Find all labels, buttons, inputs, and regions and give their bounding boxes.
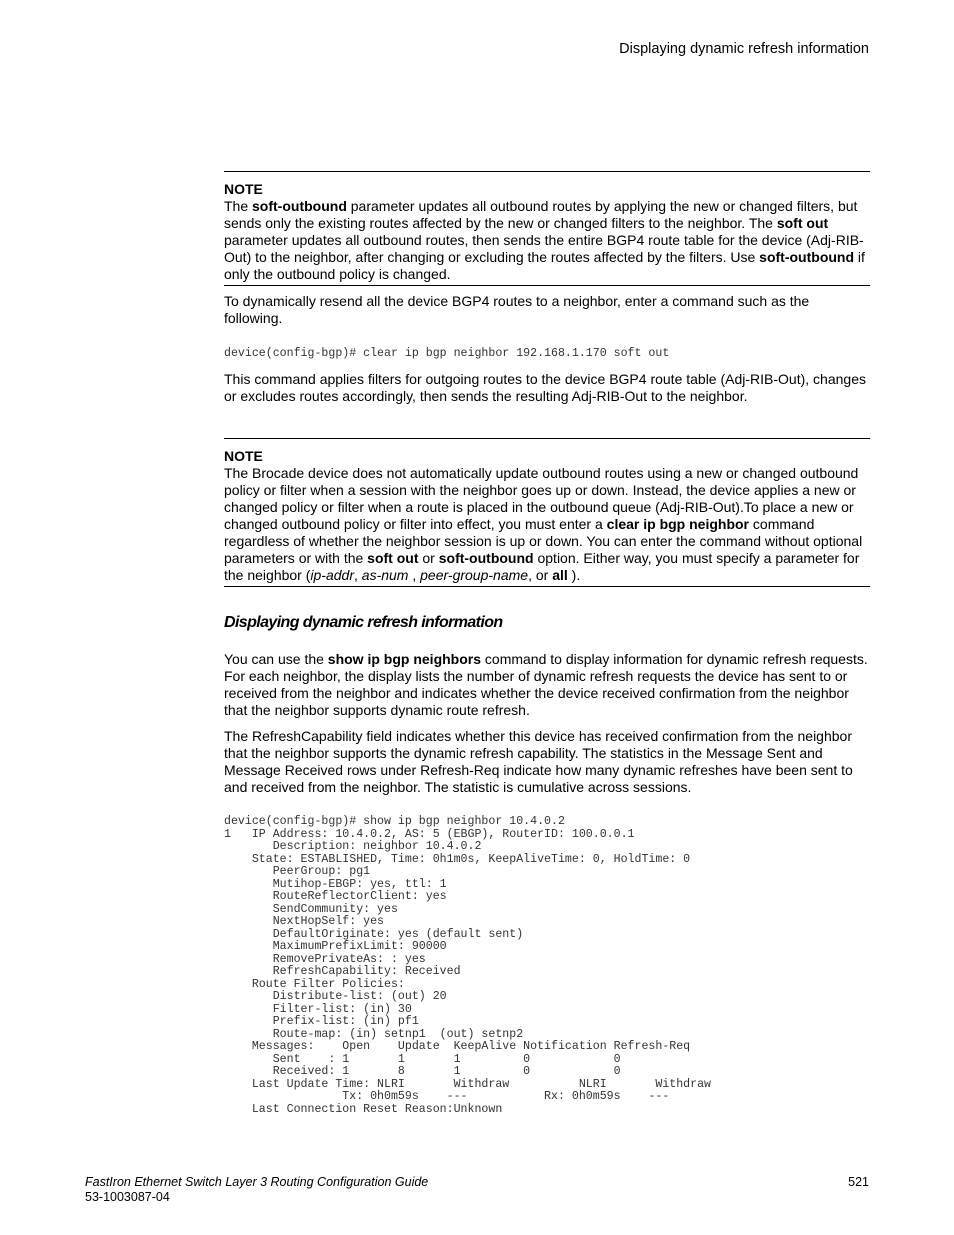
- text-run: command to display information for dynamic refresh requests. For each neighbor, the display lists the number of dynamic refresh requests the device has sent to or received from the neighbor and indicates whether the device received confirmation from the neighbor that the neighbor supports dynamic route refresh.: [224, 651, 868, 718]
- note-italic-term: ip-addr: [310, 567, 354, 583]
- note-bold-term: soft-outbound: [252, 198, 347, 214]
- code-example-clear-bgp: device(config-bgp)# clear ip bgp neighbor 192.168.1.170 soft out: [224, 347, 670, 360]
- note-box-soft-outbound: [224, 171, 870, 286]
- bold-command: show ip bgp neighbors: [327, 651, 482, 667]
- note-bold-term: soft out: [367, 550, 419, 566]
- note-box-brocade-outbound: [224, 438, 870, 587]
- note-italic-term: as-num: [361, 567, 409, 583]
- note-bold-term: all: [552, 567, 568, 583]
- note-bold-term: soft-outbound: [438, 550, 534, 566]
- note-bold-term: soft out: [776, 215, 829, 231]
- footer-page-number: 521: [848, 1175, 869, 1189]
- code-example-show-neighbor: device(config-bgp)# show ip bgp neighbor 10.4.0.2 1 IP Address: 10.4.0.2, AS: 5 (EBGP), RouterID: 100.0.0.1 Description: neighbor 10.4.0.2 State: ESTABLISHED, Time: 0h1m0s, KeepAliveTime: 0, HoldTime: 0 PeerGroup: pg1 Mutihop-EBGP: yes, ttl: 1 RouteReflectorClient: yes SendCommunity: yes NextHopSelf: yes DefaultOriginate: yes (default sent) MaximumPrefixLimit: 90000 RemovePrivateAs: : yes RefreshCapability: Received Route Filter Policies: Distribute-list: (out) 20 Filter-list: (in) 30 Prefix-list: (in) pf1 Route-map: (in) setnp1 (out) setnp2 Messages: Open Update KeepAlive Notification Refresh-Req Sent : 1 1 1 0 0 Received: 1 8 1 0 0 Last Update Time: NLRI Withdraw NLRI Withdraw Tx: 0h0m59s --- Rx: 0h0m59s --- Last Connection Reset Reason:Unknown: [224, 815, 712, 1116]
- note-text-run: if only the outbound policy is changed.: [224, 249, 865, 282]
- section-heading: Displaying dynamic refresh information: [224, 614, 503, 631]
- note-text-run: The Brocade device does not automatically update outbound routes using a new or changed outbound policy or filter when a session with the neighbor goes up or down. Instead, the device applies a new or changed policy or filter when a route is placed in the outbound queue (Adj-RIB-Out).To place a new or changed outbound policy or filter into effect, you must enter a: [224, 465, 859, 532]
- note-text-run: ).: [567, 567, 581, 583]
- note-text-run: parameter updates all outbound routes, then sends the entire BGP4 route table for the device (Adj-RIB-Out) to the neighbor, after changing or excluding the routes affected by the filters. Use: [224, 232, 864, 265]
- note-title: NOTE: [224, 181, 263, 197]
- note-italic-term: peer-group-name: [420, 567, 529, 583]
- footer-doc-number: 53-1003087-04: [85, 1190, 170, 1204]
- note-text-run: command regardless of whether the neighbor session is up or down. You can enter the command without optional parameters or with the: [224, 516, 863, 566]
- paragraph-refresh-capability: The RefreshCapability field indicates whether this device has received confirmation from the neighbor that the neighbor supports the dynamic refresh capability. The statistics in the Message Sent and Message Received rows under Refresh-Req indicate how many dynamic refreshes have been sent to and received from the neighbor. The statistic is cumulative across sessions.: [224, 728, 853, 795]
- note-text: [224, 465, 870, 584]
- footer-guide-title: FastIron Ethernet Switch Layer 3 Routing Configuration Guide: [85, 1175, 429, 1189]
- note-text-run: The: [224, 198, 253, 214]
- note-text-run: ,: [408, 567, 421, 583]
- note-text-run: parameter updates all outbound routes by applying the new or changed filters, but sends only the existing routes affected by the new or changed filters to the neighbor. The: [224, 198, 858, 231]
- note-bold-term: clear ip bgp neighbor: [606, 516, 750, 532]
- note-text-run: or: [418, 550, 439, 566]
- note-title: NOTE: [224, 448, 263, 464]
- running-header: Displaying dynamic refresh information: [619, 41, 869, 57]
- note-text-run: option. Either way, you must specify a parameter for the neighbor (: [224, 550, 860, 583]
- note-text-run: ,: [354, 567, 362, 583]
- note-bold-term: soft-outbound: [759, 249, 855, 265]
- paragraph-command-applies: This command applies filters for outgoing routes to the device BGP4 route table (Adj-RIB-Out), changes or excludes routes accordingly, then sends the resulting Adj-RIB-Out to the neighbor.: [224, 371, 866, 404]
- note-text: [224, 198, 870, 283]
- text-run: You can use the: [224, 651, 328, 667]
- paragraph-resend-routes: To dynamically resend all the device BGP4 routes to a neighbor, enter a command such as the following.: [224, 293, 810, 326]
- note-text-run: , or: [528, 567, 553, 583]
- paragraph-show-ip-bgp: [224, 651, 870, 719]
